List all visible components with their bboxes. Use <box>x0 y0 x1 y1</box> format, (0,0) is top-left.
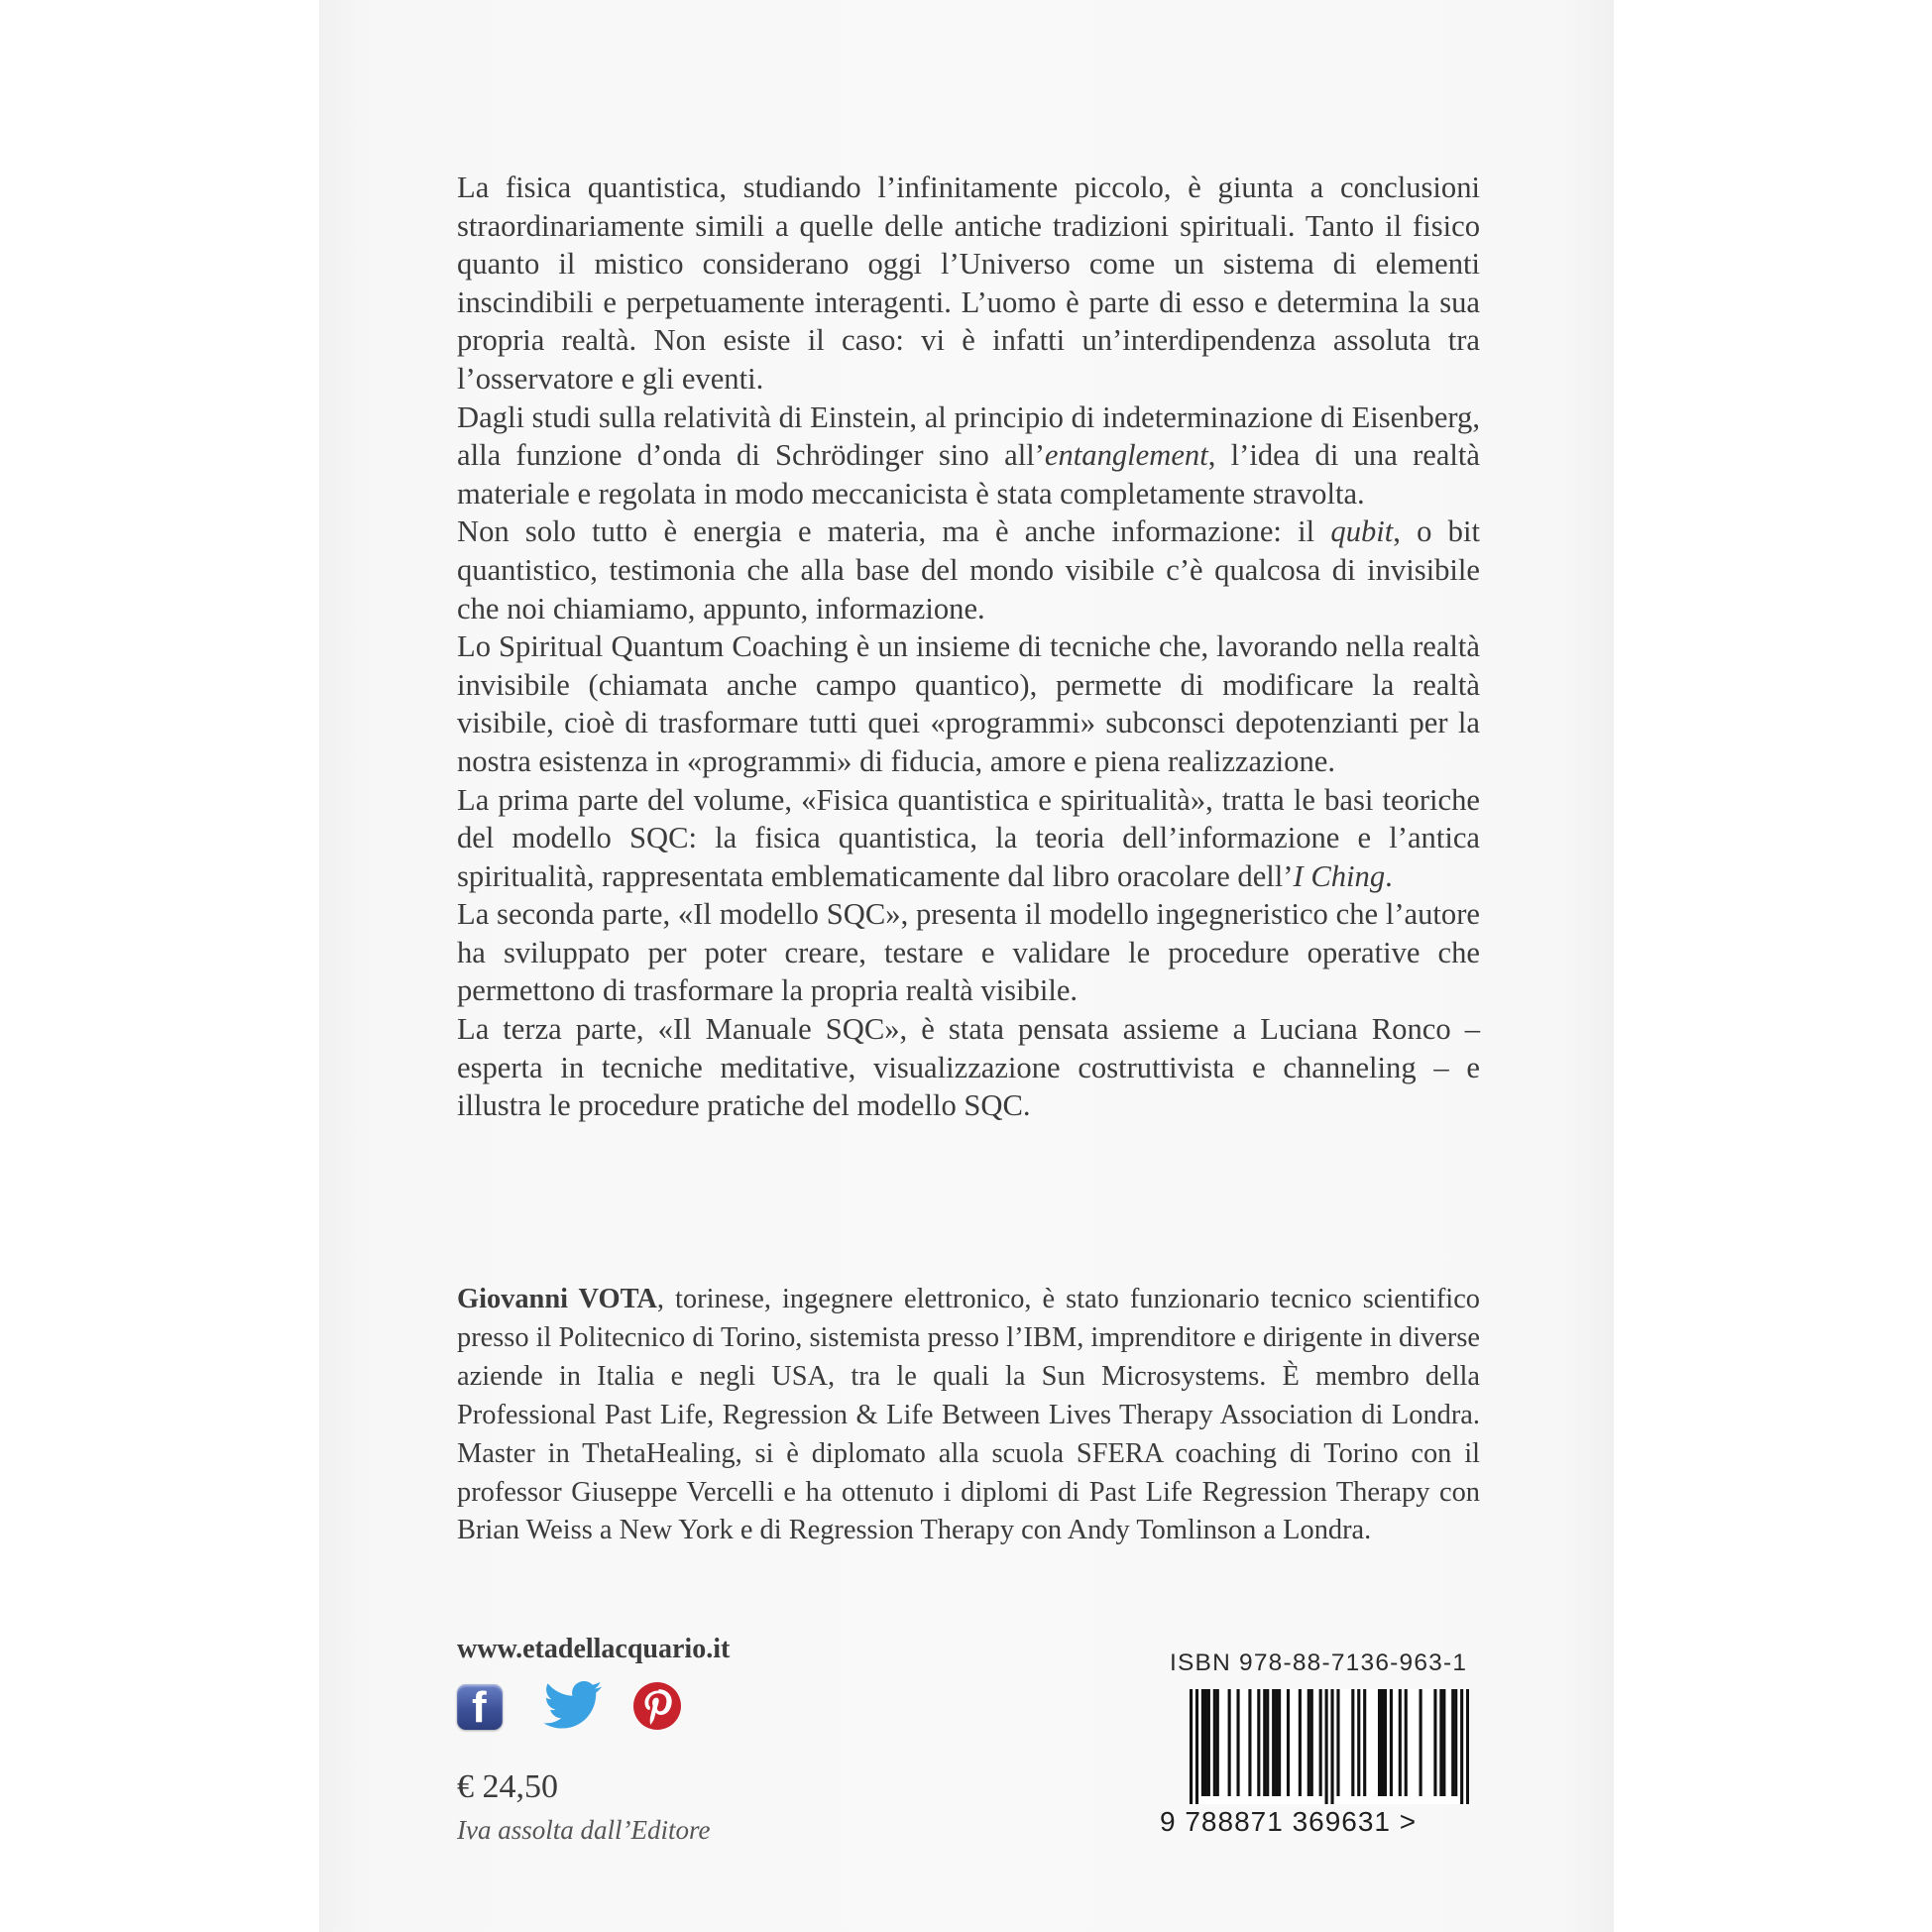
author-bio-text: , torinese, ingegnere elettronico, è stato funzionario tecnico scientifico presso il Politecnico di Torino, sistemista presso l’IBM, imprenditore e dirigente in diverse aziende in Italia e negli USA, tra le quali la Sun Microsystems. È membro della Professional Past Life, Regression & Life Between Lives Therapy Association di Londra. Master in ThetaHealing, si è diplomato alla scuola SFERA coaching di Torino con il professor Giuseppe Vercelli e ha ottenuto i diplomi di Past Life Regression Therapy con Brian Weiss a New York e di Regression Therapy con Andy Tomlinson a Londra. <box>457 1284 1480 1546</box>
vat-note: Iva assolta dall’Editore <box>457 1815 711 1845</box>
barcode-bar <box>1263 1689 1266 1796</box>
text-span: La prima parte del volume, «Fisica quantistica e spiritualità», tratta le basi teoriche del modello SQC: la fisica quantistica, la teoria dell’informazione e l’antica spiritualità, rappresentata emblematicamente dal libro oracolare dell’ <box>457 782 1480 893</box>
barcode-bar <box>1454 1689 1457 1796</box>
barcode-bar <box>1228 1689 1231 1796</box>
barcode-bar <box>1420 1689 1422 1796</box>
text-span: Non solo tutto è energia e materia, ma è anche informazione: il <box>457 514 1331 549</box>
barcode-bar <box>1405 1689 1408 1796</box>
text-span: , l’idea di una realtà materiale e regolata in modo meccanicista è stata completamente stravolta. <box>457 438 1480 511</box>
barcode-bar <box>1363 1689 1366 1796</box>
barcode-bar <box>1207 1689 1210 1796</box>
pinterest-icon[interactable] <box>632 1681 682 1731</box>
author-bio <box>457 1281 1480 1550</box>
text-span: , o bit quantistico, testimonia che alla base del mondo visibile c’è qualcosa di invisibile che noi chiamiamo, appunto, informazione. <box>457 514 1480 625</box>
italic-term: I Ching <box>1293 858 1386 893</box>
barcode-bar <box>1330 1689 1333 1804</box>
blurb-paragraph-1: La fisica quantistica, studiando l’infinitamente piccolo, è giunta a conclusioni straordinariamente simili a quelle delle antiche tradizioni spirituali. Tanto il fisico quanto il mistico considerano oggi l’Universo come un sistema di elementi inscindibili e perpetuamente interagenti. L’uomo è parte di esso e determina la sua propria realtà. Non esiste il caso: vi è infatti un’interdipendenza assoluta tra l’osservatore e gli eventi. <box>457 170 1480 396</box>
author-name: Giovanni VOTA <box>457 1284 657 1314</box>
blurb-paragraph-2 <box>457 398 1480 513</box>
barcode-bar <box>1439 1689 1442 1796</box>
barcode-bar <box>1381 1689 1384 1796</box>
pinterest-logo-shape <box>632 1681 682 1731</box>
barcode-bar <box>1275 1689 1278 1796</box>
facebook-glyph: f <box>472 1683 487 1732</box>
blurb-paragraph-5 <box>457 781 1480 896</box>
italic-term: entanglement <box>1044 438 1208 473</box>
barcode-bar <box>1384 1689 1387 1796</box>
blurb-paragraph-3 <box>457 512 1480 627</box>
barcode-bar <box>1466 1689 1469 1804</box>
barcode-bar <box>1325 1689 1328 1804</box>
blurb-paragraph-6: La seconda parte, «Il modello SQC», presenta il modello ingegneristico che l’autore ha sviluppato per poter creare, testare e validare le procedure operative che permettono di trasformare la propria realtà visibile. <box>457 897 1480 1008</box>
twitter-icon[interactable] <box>543 1681 603 1729</box>
barcode-bar <box>1266 1689 1269 1796</box>
text-span: . <box>1385 858 1393 893</box>
barcode-bar <box>1390 1689 1393 1796</box>
barcode-bar <box>1195 1689 1198 1804</box>
isbn-number: ISBN 978-88-7136-963-1 <box>1170 1649 1468 1676</box>
barcode-bar <box>1357 1689 1360 1796</box>
barcode-bar <box>1236 1689 1239 1796</box>
barcode-bar <box>1216 1689 1219 1796</box>
barcode-digits: 9 788871 369631 > <box>1160 1806 1418 1837</box>
barcode-bar <box>1299 1689 1302 1796</box>
barcode-bar <box>1201 1689 1204 1796</box>
barcode-bar <box>1442 1689 1445 1796</box>
barcode-bar <box>1319 1689 1322 1796</box>
barcode-bar <box>1204 1689 1207 1796</box>
barcode-bar <box>1287 1689 1290 1796</box>
barcode-bar <box>1278 1689 1281 1796</box>
barcode-bar <box>1310 1689 1313 1796</box>
facebook-icon[interactable] <box>457 1684 503 1730</box>
barcode-bar <box>1433 1689 1436 1796</box>
publisher-website-link[interactable]: www.etadellacquario.it <box>457 1634 731 1664</box>
blurb-paragraph-7: La terza parte, «Il Manuale SQC», è stata pensata assieme a Luciana Ronco – esperta in tecniche meditative, visualizzazione costruttivista e channeling – e illustra le procedure pratiche del modello SQC. <box>457 1012 1480 1123</box>
twitter-bird-shape <box>543 1681 603 1729</box>
barcode-bar <box>1378 1689 1381 1796</box>
blurb-paragraph-4: Lo Spiritual Quantum Coaching è un insieme di tecniche che, lavorando nella realtà invisibile (chiamata anche campo quantico), permette di modificare la realtà visibile, cioè di trasformare tutti quei «programmi» subconsci depotenzianti per la nostra esistenza in «programmi» di fiducia, amore e piena realizzazione. <box>457 629 1480 778</box>
text-span: Dagli studi sulla relatività di Einstein, al principio di indeterminazione di Eisenberg, alla funzione d’onda di Schrödinger sino all’ <box>457 399 1480 473</box>
book-blurb <box>457 169 1480 1125</box>
price: € 24,50 <box>457 1768 558 1805</box>
barcode-bar <box>1460 1689 1463 1804</box>
barcode-bar <box>1248 1689 1251 1796</box>
barcode-bar <box>1213 1689 1216 1796</box>
barcode-bar <box>1336 1689 1339 1796</box>
barcode-bar <box>1351 1689 1354 1796</box>
barcode-bar <box>1272 1689 1275 1796</box>
barcode-bar <box>1307 1689 1310 1796</box>
barcode-bar <box>1399 1689 1402 1796</box>
italic-term: qubit <box>1330 514 1394 549</box>
barcode-bar <box>1190 1689 1193 1804</box>
barcode-bar <box>1451 1689 1454 1796</box>
isbn-barcode <box>1190 1689 1469 1804</box>
barcode-bar <box>1257 1689 1260 1796</box>
